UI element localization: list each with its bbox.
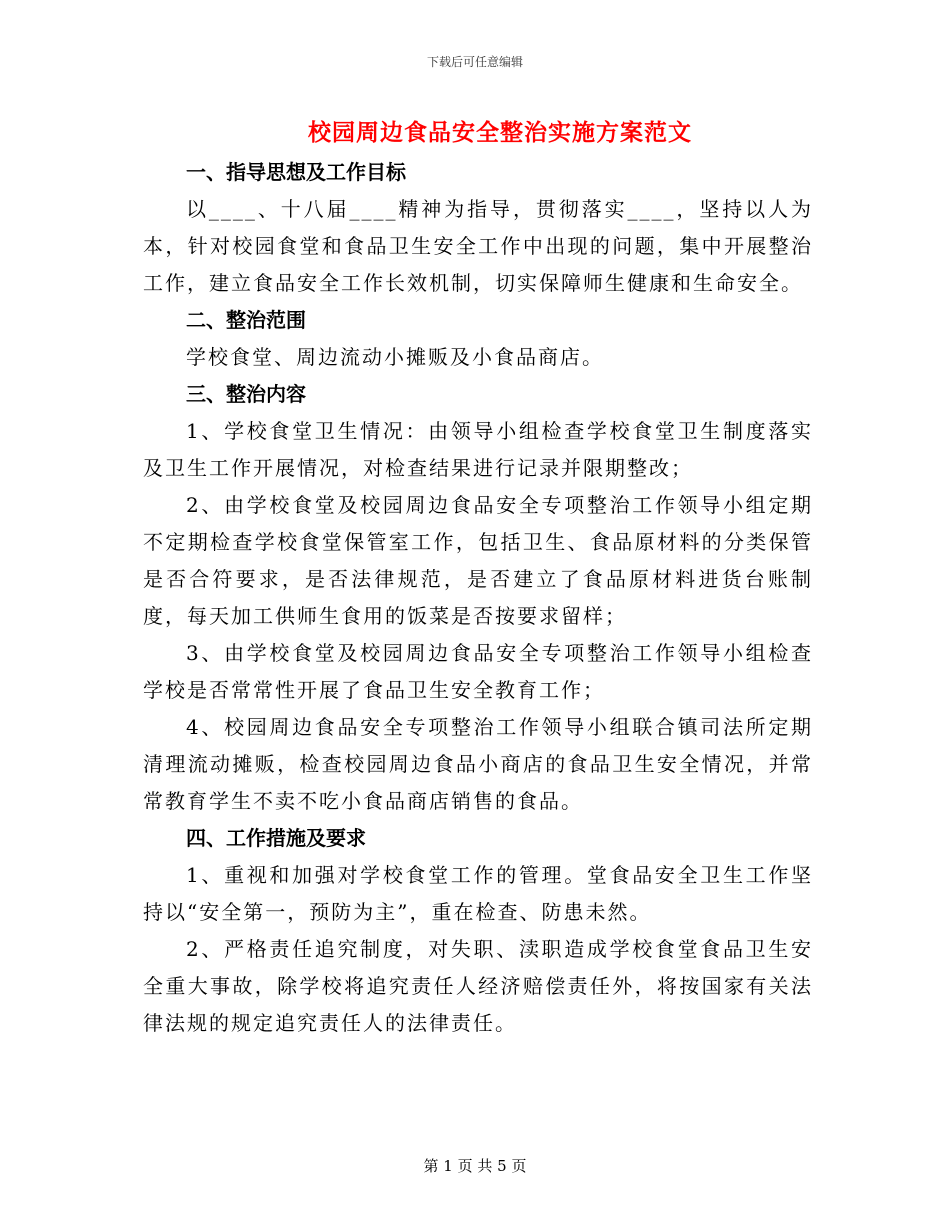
- section-heading: 四、工作措施及要求: [186, 826, 366, 850]
- document-title: 校园周边食品安全整治实施方案范文: [308, 119, 692, 146]
- paragraph: 3、由学校食堂及校园周边食品安全专项整治工作领导小组检查学校是否常常性开展了食品卫生安全教育工作；: [143, 641, 813, 702]
- section-heading: 二、整治范围: [186, 308, 306, 332]
- paragraph: 2、严格责任追究制度，对失职、渎职造成学校食堂食品卫生安全重大事故，除学校将追究责任人经济赔偿责任外，将按国家有关法律法规的规定追究责任人的法律责任。: [143, 937, 813, 1035]
- section-heading: 三、整治内容: [186, 382, 306, 406]
- paragraph: 4、校园周边食品安全专项整治工作领导小组联合镇司法所定期清理流动摊贩，检查校园周边食品小商店的食品卫生安全情况，并常常教育学生不卖不吃小食品商店销售的食品。: [143, 715, 813, 813]
- paragraph: 1、学校食堂卫生情况：由领导小组检查学校食堂卫生制度落实及卫生工作开展情况，对检查结果进行记录并限期整改；: [143, 419, 813, 480]
- section-heading: 一、指导思想及工作目标: [186, 160, 406, 184]
- paragraph: 以____、十八届____精神为指导，贯彻落实____，坚持以人为本，针对校园食堂和食品卫生安全工作中出现的问题，集中开展整治工作，建立食品安全工作长效机制，切实保障师生健康和生命安全。: [143, 197, 813, 295]
- paragraph: 1、重视和加强对学校食堂工作的管理。堂食品安全卫生工作坚持以“安全第一，预防为主”，重在检查、防患未然。: [143, 863, 813, 924]
- header-note: 下载后可任意编辑: [426, 55, 523, 69]
- paragraph: 2、由学校食堂及校园周边食品安全专项整治工作领导小组定期不定期检查学校食堂保管室工作，包括卫生、食品原材料的分类保管是否合符要求，是否法律规范，是否建立了食品原材料进货台账制度，每天加工供师生食用的饭菜是否按要求留样；: [143, 493, 813, 628]
- paragraph: 学校食堂、周边流动小摊贩及小食品商店。: [186, 345, 604, 369]
- page-footer: 第 1 页 共 5 页: [423, 1157, 527, 1175]
- document-body: [143, 154, 813, 1042]
